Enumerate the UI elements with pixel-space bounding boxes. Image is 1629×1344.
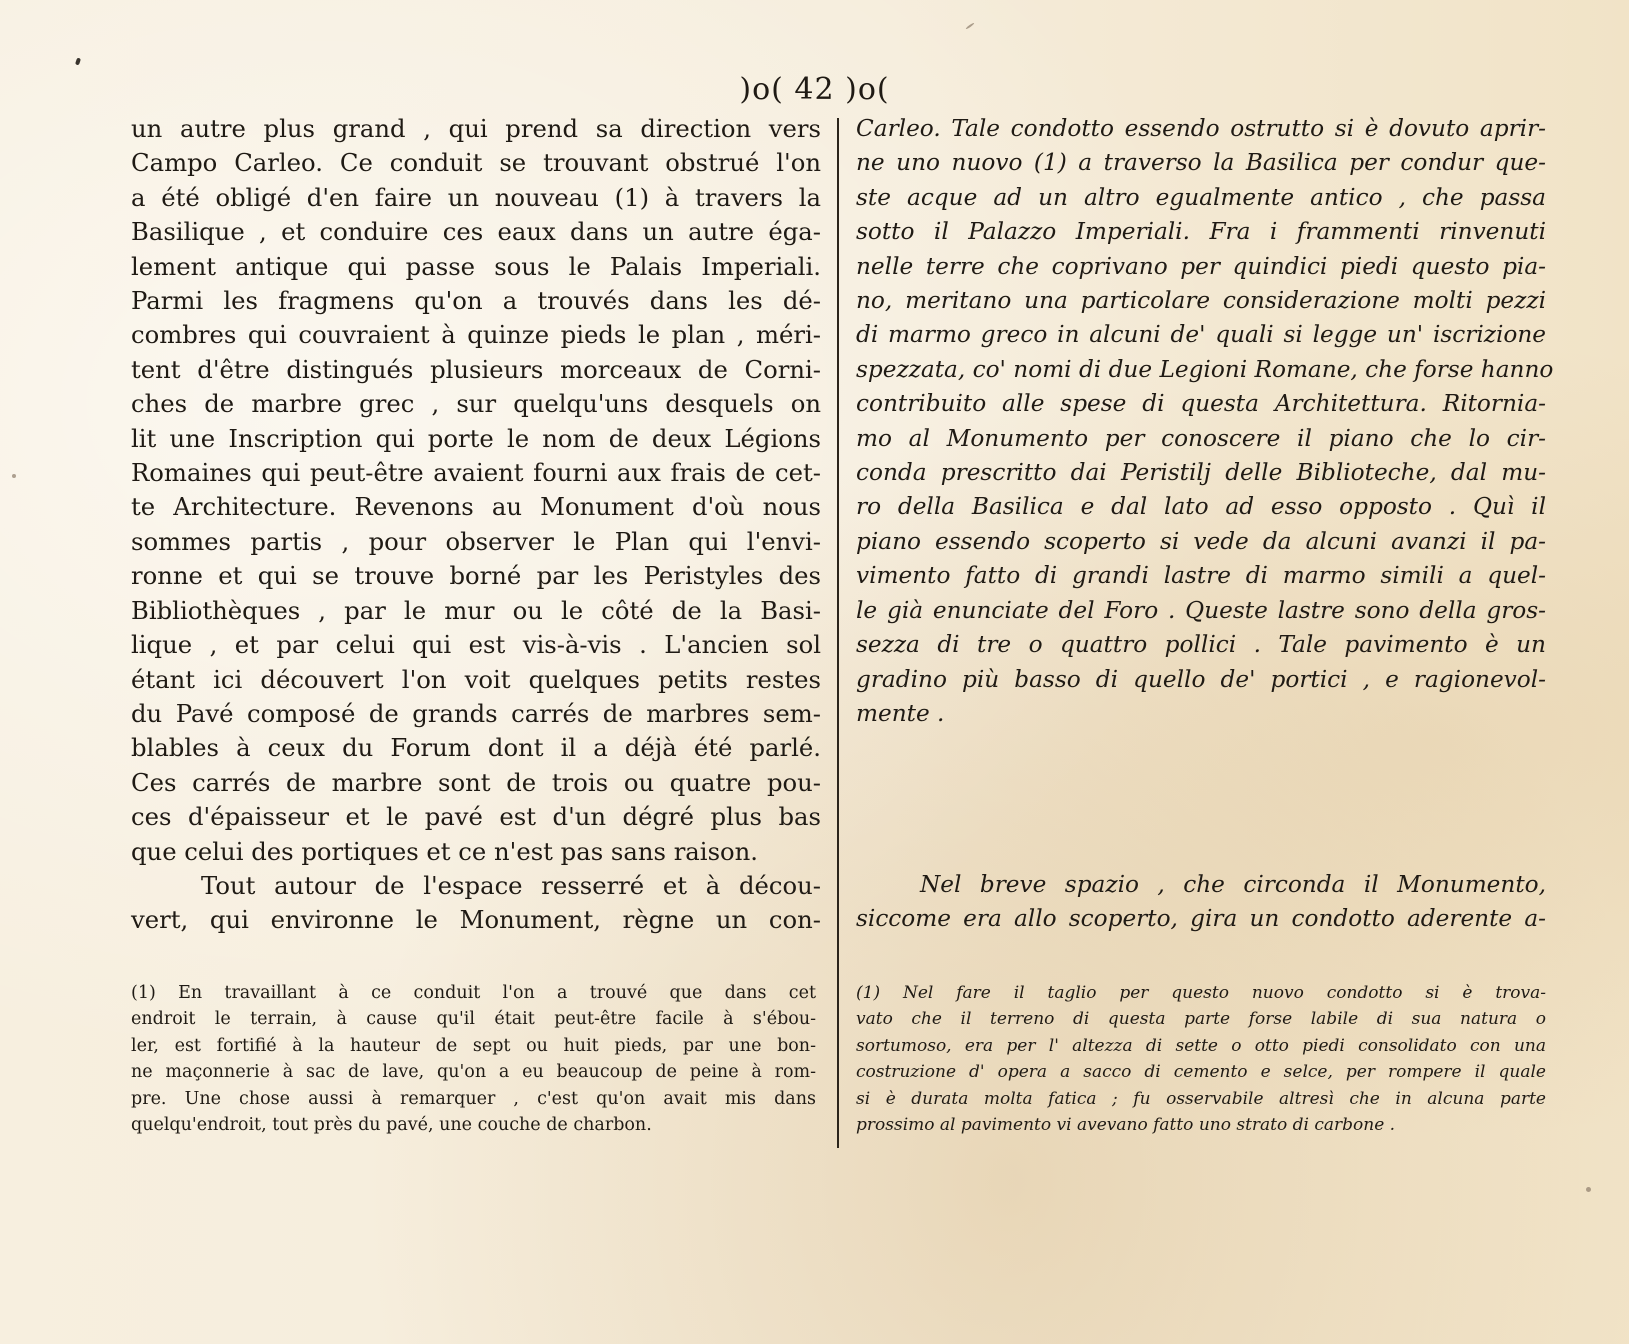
paper-speck	[965, 22, 974, 29]
text-line: ces d'épaisseur et le pavé est d'un dégré plus bas	[131, 802, 821, 832]
text-line: ches de marbre grec , sur quelqu'uns desquels on	[131, 389, 821, 419]
text-line: piano essendo scoperto si vede da alcuni avanzi il pa-	[856, 527, 1546, 555]
text-line: que celui des portiques et ce n'est pas sans raison.	[131, 836, 759, 866]
text-line: siccome era allo scoperto, gira un condotto aderente a-	[856, 905, 1546, 933]
footnote-line: endroit le terrain, à cause qu'il était peut-être facile à s'ébou-	[131, 1009, 816, 1030]
text-line: le già enunciate del Foro . Queste lastre sono della gros-	[856, 596, 1546, 624]
text-line: combres qui couvraient à quinze pieds le plan , méri-	[131, 320, 821, 350]
text-line: un autre plus grand , qui prend sa direction vers	[131, 114, 821, 143]
paper-speck	[1586, 1187, 1591, 1192]
text-line: ronne et qui se trouve borné par les Peristyles des	[131, 561, 821, 591]
french-column	[131, 112, 821, 938]
footnote-line: pre. Une chose aussi à remarquer , c'est qu'on avait mis dans	[131, 1088, 816, 1109]
footnote-line: (1) En travaillant à ce conduit l'on a trouvé que dans cet	[131, 983, 816, 1003]
italian-footnote	[856, 980, 1546, 1138]
text-line: no, meritano una particolare considerazione molti pezzi	[856, 287, 1546, 315]
text-line: Romaines qui peut-être avaient fourni aux frais de cet-	[131, 458, 821, 488]
text-line: Tout autour de l'espace resserré et à décou-	[201, 870, 821, 900]
text-line: Parmi les fragmens qu'on a trouvés dans les dé-	[131, 286, 821, 316]
text-line: vert, qui environne le Monument, règne un con-	[131, 905, 821, 935]
text-line: Campo Carleo. Ce conduit se trouvant obstrué l'on	[131, 148, 821, 178]
text-line: ro della Basilica e dal lato ad esso opposto . Quì il	[856, 493, 1546, 521]
text-line: lement antique qui passe sous le Palais Imperiali.	[131, 251, 821, 281]
text-line: di marmo greco in alcuni de' quali si legge un' iscrizione	[856, 321, 1546, 349]
text-line: sezza di tre o quattro pollici . Tale pavimento è un	[856, 631, 1546, 659]
text-line: ne uno nuovo (1) a traverso la Basilica per condur que-	[856, 149, 1546, 177]
footnote-line: costruzione d' opera a sacco di cemento e selce, per rompere il quale	[856, 1062, 1546, 1083]
text-line: ste acque ad un altro egualmente antico , che passa	[856, 183, 1546, 211]
paper-speck	[12, 474, 16, 478]
page-number: )o( 42 )o(	[739, 72, 890, 107]
text-line: mente .	[856, 699, 945, 727]
text-line: Ces carrés de marbre sont de trois ou quatre pou-	[131, 767, 821, 797]
text-line: tent d'être distingués plusieurs morceaux de Corni-	[131, 354, 821, 384]
text-line: Bibliothèques , par le mur ou le côté de la Basi-	[131, 595, 821, 625]
text-line: contribuito alle spese di questa Architettura. Ritornia-	[856, 390, 1546, 418]
column-divider	[837, 118, 839, 1148]
footnote-line: quelqu'endroit, tout près du pavé, une couche de charbon.	[131, 1115, 652, 1136]
french-footnote	[131, 980, 816, 1138]
footnote-line: si è durata molta fatica ; fu osservabile altresì che in alcuna parte	[856, 1088, 1546, 1109]
ink-mark	[75, 58, 81, 66]
text-line: a été obligé d'en faire un nouveau (1) à travers la	[131, 182, 821, 212]
text-line: mo al Monumento per conoscere il piano che lo cir-	[856, 424, 1546, 452]
italian-continuation	[856, 868, 1546, 937]
footnote-line: ler, est fortifié à la hauteur de sept ou huit pieds, par une bon-	[131, 1035, 816, 1056]
text-line: du Pavé composé de grands carrés de marbres sem-	[131, 698, 821, 728]
text-line: lit une Inscription qui porte le nom de deux Légions	[131, 423, 821, 453]
footnote-line: ne maçonnerie à sac de lave, qu'on a eu beaucoup de peine à rom-	[131, 1062, 816, 1083]
footnote-line: sortumoso, era per l' altezza di sette o otto piedi consolidato con una	[856, 1035, 1546, 1056]
text-line: blables à ceux du Forum dont il a déjà été parlé.	[131, 733, 821, 763]
footnote-line: prossimo al pavimento vi avevano fatto uno strato di carbone .	[856, 1115, 1396, 1136]
text-line: te Architecture. Revenons au Monument d'où nous	[131, 492, 821, 522]
text-line: Carleo. Tale condotto essendo ostrutto si è dovuto aprir-	[856, 115, 1546, 142]
text-line: étant ici découvert l'on voit quelques petits restes	[131, 664, 821, 694]
text-line: lique , et par celui qui est vis-à-vis . L'ancien sol	[131, 630, 821, 660]
text-line: conda prescritto dai Peristilj delle Biblioteche, dal mu-	[856, 459, 1546, 487]
text-line: Basilique , et conduire ces eaux dans un autre éga-	[131, 217, 821, 247]
text-line: gradino più basso di quello de' portici , e ragionevol-	[856, 665, 1546, 693]
text-line: nelle terre che coprivano per quindici piedi questo pia-	[856, 252, 1546, 280]
text-line: spezzata, co' nomi di due Legioni Romane, che forse hanno	[856, 355, 1554, 383]
text-line: vimento fatto di grandi lastre di marmo simili a quel-	[856, 562, 1546, 590]
footnote-line: (1) Nel fare il taglio per questo nuovo condotto si è trova-	[856, 983, 1546, 1003]
text-line: Nel breve spazio , che circonda il Monumento,	[920, 871, 1546, 898]
text-line: sotto il Palazzo Imperiali. Fra i frammenti rinvenuti	[856, 218, 1546, 246]
text-line: sommes partis , pour observer le Plan qui l'envi-	[131, 526, 821, 556]
footnote-line: vato che il terreno di questa parte forse labile di sua natura o	[856, 1009, 1546, 1030]
italian-column	[856, 112, 1554, 731]
